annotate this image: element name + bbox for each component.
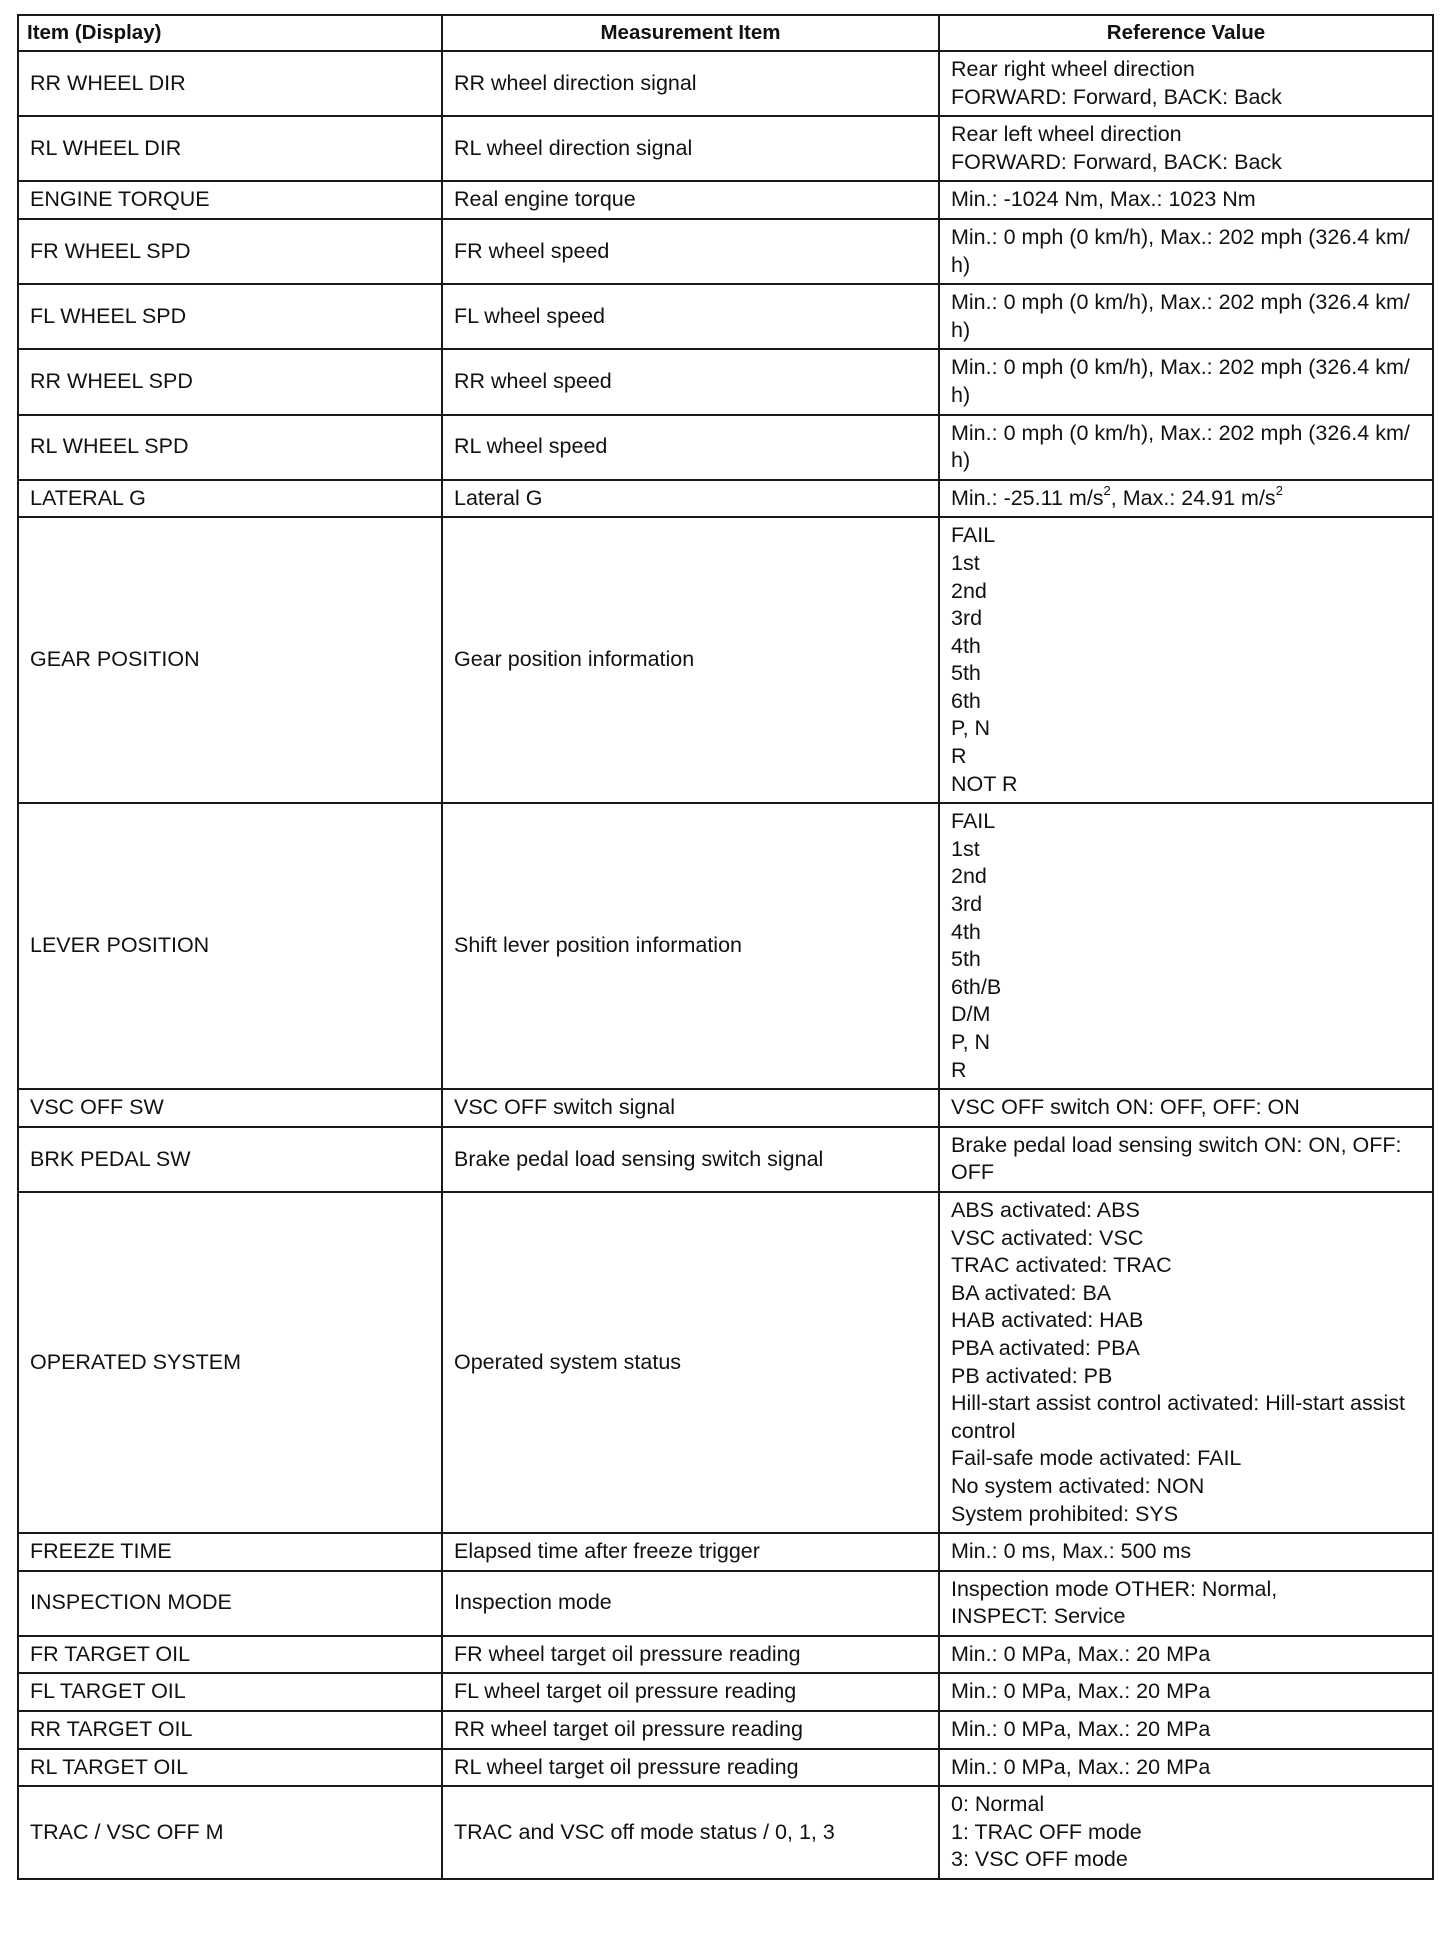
reference-value-line: System prohibited: SYS [951,1501,1179,1526]
reference-value-line: PB activated: PB [951,1363,1113,1388]
reference-value-cell [939,349,1433,414]
table-row [18,1711,1433,1749]
table-row [18,1673,1433,1711]
reference-value-line: TRAC activated: TRAC [951,1253,1172,1278]
header-measurement-item: Measurement Item [442,15,939,51]
table-row [18,517,1433,803]
reference-value-line: VSC OFF switch ON: OFF, OFF: ON [951,1095,1300,1120]
reference-value-line: Brake pedal load sensing switch ON: ON, OFF: [951,1132,1402,1157]
table-row [18,1089,1433,1127]
item-display-cell: FR TARGET OIL [18,1636,442,1674]
reference-value-line: D/M [951,1002,991,1027]
measurement-item-cell: RL wheel target oil pressure reading [442,1749,939,1787]
table-row [18,349,1433,414]
table-body [18,51,1433,1879]
reference-value-line: VSC activated: VSC [951,1225,1144,1250]
reference-value-line: Min.: 0 mph (0 km/h), Max.: 202 mph (326.4 km/ [951,224,1410,249]
reference-value-line: Inspection mode OTHER: Normal, [951,1576,1278,1601]
reference-value-cell [939,51,1433,116]
reference-value-line: 3rd [951,892,983,917]
reference-value-cell [939,284,1433,349]
header-item-display: Item (Display) [18,15,442,51]
reference-value-line: HAB activated: HAB [951,1308,1144,1333]
reference-value-line: BA activated: BA [951,1280,1112,1305]
reference-value-line: No system activated: NON [951,1473,1205,1498]
measurement-item-cell: RR wheel direction signal [442,51,939,116]
reference-value-line: 2nd [951,578,987,603]
reference-value-line: Min.: 0 MPa, Max.: 20 MPa [951,1717,1211,1742]
table-row [18,116,1433,181]
item-display-cell: RR WHEEL DIR [18,51,442,116]
measurement-item-cell: RR wheel target oil pressure reading [442,1711,939,1749]
reference-value-line: 4th [951,633,981,658]
reference-value-line: NOT R [951,771,1018,796]
item-display-cell: LEVER POSITION [18,803,442,1089]
table-row [18,1127,1433,1192]
header-reference-value: Reference Value [939,15,1433,51]
item-display-cell: LATERAL G [18,480,442,518]
reference-value-line: FAIL [951,523,996,548]
reference-value-line: h) [951,252,971,277]
reference-value-cell [939,181,1433,219]
reference-value-line: ABS activated: ABS [951,1197,1140,1222]
item-display-cell: RR WHEEL SPD [18,349,442,414]
reference-value-cell [939,219,1433,284]
reference-value-cell [939,1711,1433,1749]
measurement-item-cell: FR wheel speed [442,219,939,284]
reference-value-cell [939,1533,1433,1571]
reference-value-line: Rear right wheel direction [951,57,1195,81]
table-row [18,1533,1433,1571]
item-display-cell: FL WHEEL SPD [18,284,442,349]
item-display-cell: VSC OFF SW [18,1089,442,1127]
table-row [18,181,1433,219]
table-row [18,51,1433,116]
item-display-cell: BRK PEDAL SW [18,1127,442,1192]
item-display-cell: RL TARGET OIL [18,1749,442,1787]
measurement-item-cell: FL wheel speed [442,284,939,349]
reference-value-line: Min.: 0 MPa, Max.: 20 MPa [951,1679,1211,1704]
item-display-cell: FREEZE TIME [18,1533,442,1571]
reference-value-line: Min.: 0 mph (0 km/h), Max.: 202 mph (326.4 km/ [951,290,1410,315]
reference-value-cell [939,1636,1433,1674]
reference-value-line: 5th [951,947,981,972]
item-display-cell: RL WHEEL DIR [18,116,442,181]
reference-value-line: Min.: -25.11 $m/s^2$, Max.: 24.91 $m/s^2$ [951,482,1283,510]
item-display-cell: RR TARGET OIL [18,1711,442,1749]
reference-value-line: PBA activated: PBA [951,1335,1140,1360]
reference-value-line: FORWARD: Forward, BACK: Back [951,84,1282,109]
measurement-item-cell: RL wheel direction signal [442,116,939,181]
item-display-cell: FR WHEEL SPD [18,219,442,284]
table-row [18,219,1433,284]
reference-value-line: P, N [951,716,991,741]
measurement-item-cell: Lateral G [442,480,939,518]
reference-value-cell [939,480,1433,518]
measurement-item-cell: Shift lever position information [442,803,939,1089]
reference-value-line: 6th [951,688,981,713]
reference-value-line: h) [951,317,971,342]
reference-value-line: h) [951,448,971,473]
reference-value-line: Min.: 0 MPa, Max.: 20 MPa [951,1754,1211,1779]
reference-value-line: 1: TRAC OFF mode [951,1819,1142,1844]
measurement-item-cell: Gear position information [442,517,939,803]
measurement-item-cell: VSC OFF switch signal [442,1089,939,1127]
table-row [18,1749,1433,1787]
reference-value-cell [939,1673,1433,1711]
item-display-cell: ENGINE TORQUE [18,181,442,219]
reference-value-cell [939,1089,1433,1127]
reference-value-line: INSPECT: Service [951,1604,1126,1629]
reference-value-line: OFF [951,1160,994,1185]
measurement-item-cell: RL wheel speed [442,415,939,480]
measurement-item-cell: FL wheel target oil pressure reading [442,1673,939,1711]
table-row [18,284,1433,349]
reference-value-line: P, N [951,1030,991,1054]
reference-value-line: Hill-start assist control activated: Hill-start assist [951,1391,1405,1416]
reference-value-line: Min.: 0 mph (0 km/h), Max.: 202 mph (326.4 km/ [951,420,1410,445]
table-row [18,1636,1433,1674]
reference-value-cell [939,1786,1433,1879]
reference-value-cell [939,1192,1433,1533]
measurement-item-cell: Operated system status [442,1192,939,1533]
table-row [18,1571,1433,1636]
table-row [18,480,1433,518]
table-row [18,415,1433,480]
measurement-item-cell: TRAC and VSC off mode status / 0, 1, 3 [442,1786,939,1879]
reference-value-line: Min.: 0 ms, Max.: 500 ms [951,1539,1192,1564]
reference-value-line: Rear left wheel direction [951,122,1182,147]
reference-value-line: 1st [951,836,980,861]
reference-value-line: h) [951,382,971,407]
data-list-table [17,14,1434,1880]
measurement-item-cell: Inspection mode [442,1571,939,1636]
measurement-item-cell: FR wheel target oil pressure reading [442,1636,939,1674]
reference-value-line: control [951,1418,1016,1443]
reference-value-line: 2nd [951,864,987,889]
item-display-cell: TRAC / VSC OFF M [18,1786,442,1879]
reference-value-line: Fail-safe mode activated: FAIL [951,1446,1242,1471]
reference-value-cell [939,1571,1433,1636]
reference-value-line: R [951,1057,967,1082]
table-row [18,803,1433,1089]
reference-value-line: 0: Normal [951,1792,1045,1817]
reference-value-line: 3: VSC OFF mode [951,1847,1128,1872]
reference-value-line: FORWARD: Forward, BACK: Back [951,149,1282,174]
item-display-cell: OPERATED SYSTEM [18,1192,442,1533]
reference-value-cell [939,517,1433,803]
measurement-item-cell: RR wheel speed [442,349,939,414]
table-row [18,1786,1433,1879]
item-display-cell: GEAR POSITION [18,517,442,803]
table-row [18,1192,1433,1533]
measurement-item-cell: Elapsed time after freeze trigger [442,1533,939,1571]
item-display-cell: INSPECTION MODE [18,1571,442,1636]
reference-value-line: Min.: 0 mph (0 km/h), Max.: 202 mph (326.4 km/ [951,355,1410,380]
measurement-item-cell: Real engine torque [442,181,939,219]
reference-value-cell [939,116,1433,181]
reference-value-line: 6th/B [951,974,1002,999]
reference-value-line: 3rd [951,606,983,631]
reference-value-cell [939,415,1433,480]
reference-value-line: Min.: 0 MPa, Max.: 20 MPa [951,1641,1211,1666]
reference-value-line: 4th [951,919,981,944]
reference-value-line: R [951,744,967,769]
reference-value-cell [939,1127,1433,1192]
measurement-item-cell: Brake pedal load sensing switch signal [442,1127,939,1192]
reference-value-line: 1st [951,550,980,575]
reference-value-line: FAIL [951,809,996,834]
reference-value-cell [939,803,1433,1089]
item-display-cell: FL TARGET OIL [18,1673,442,1711]
table-header-row [18,15,1433,51]
reference-value-cell [939,1749,1433,1787]
reference-value-line: 5th [951,661,981,686]
reference-value-line: Min.: -1024 Nm, Max.: 1023 Nm [951,187,1256,212]
item-display-cell: RL WHEEL SPD [18,415,442,480]
